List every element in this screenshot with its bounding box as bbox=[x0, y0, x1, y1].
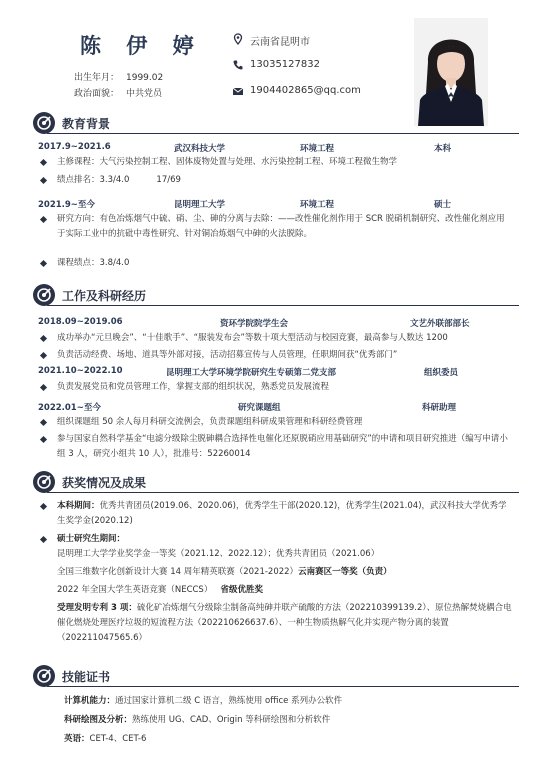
awards-undergrad-text: 优秀共青团员(2019.06、2020.06)，优秀学生干部(2020.12)，优秀学生(2021.04)，武汉科技大学优秀学生奖学金(2020.12) bbox=[57, 501, 507, 526]
work-period: 2018.09~2019.06 bbox=[38, 317, 123, 327]
skill-line-drawing: 科研绘图及分析：熟练使用 UG、CAD、Origin 等科研绘图和分析软件 bbox=[64, 715, 331, 725]
work-period: 2021.10~2022.10 bbox=[38, 366, 123, 376]
section-target-icon bbox=[33, 112, 55, 134]
awards-grad-label: 硕士研究生期间： bbox=[57, 534, 126, 544]
bullet-diamond bbox=[40, 384, 47, 391]
edu-major: 环境工程 bbox=[300, 200, 335, 210]
email-text: 1904402865@qq.com bbox=[250, 85, 361, 96]
bullet-diamond bbox=[40, 335, 47, 342]
section-rule bbox=[47, 492, 519, 493]
section-education-header bbox=[33, 112, 519, 134]
edu-period: 2021.9~至今 bbox=[38, 200, 95, 210]
skill-line-english: 英语：CET-4、CET-6 bbox=[64, 734, 147, 744]
candidate-name: 陈 伊 婷 bbox=[80, 34, 203, 58]
work-org: 昆明理工大学环境学院研究生专硕第二党支部 bbox=[166, 368, 337, 378]
bullet-diamond bbox=[40, 177, 47, 184]
section-target-icon bbox=[33, 471, 55, 493]
awards-undergrad-label: 本科期间： bbox=[57, 501, 100, 511]
politics-value: 中共党员 bbox=[126, 89, 163, 99]
work-org: 研究课题组 bbox=[238, 403, 281, 413]
awards-undergrad bbox=[41, 499, 511, 529]
edu-period: 2017.9~2021.6 bbox=[38, 142, 111, 152]
list-item: 成功举办“元旦晚会”、“十佳歌手”、“服装发布会”等数十项大型活动与校园竞赛，最高参与人数达 1200 bbox=[41, 331, 511, 346]
section-title: 技能证书 bbox=[62, 670, 111, 684]
location-text: 云南省昆明市 bbox=[250, 37, 310, 48]
section-target-icon bbox=[33, 284, 55, 306]
bullet-diamond bbox=[40, 436, 47, 443]
list-item: 主修课程：大气污染控制工程、固体废物处置与处理、水污染控制工程、环境工程微生物学 bbox=[41, 155, 511, 170]
profile-photo-illustration bbox=[414, 18, 488, 126]
bullet-diamond bbox=[40, 352, 47, 359]
work-role: 科研助理 bbox=[422, 403, 457, 413]
section-title: 工作及科研经历 bbox=[62, 289, 147, 303]
mail-icon bbox=[232, 85, 244, 97]
phone-icon bbox=[232, 59, 244, 71]
list-item: 研究方向：有色冶炼烟气中硫、硝、尘、砷的分离与去除：——改性催化剂作用于 SCR 脱硝机制研究、改性催化剂应用于实际工业中的抗砒中毒性研究、针对铜冶炼烟气中砷的火法脱除。 bbox=[41, 212, 511, 242]
list-item: 负责活动经费、场地、道具等外部对接，活动招募宣传与人员管理，任职期间获“优秀部门” bbox=[41, 348, 511, 363]
bullet-diamond bbox=[40, 536, 47, 543]
bullet-diamond bbox=[40, 260, 47, 267]
work-org: 资环学院院学生会 bbox=[220, 319, 289, 329]
section-awards-header bbox=[33, 471, 519, 493]
bullet-diamond bbox=[40, 503, 47, 510]
phone-text: 13035127832 bbox=[250, 59, 320, 70]
section-target-icon bbox=[33, 665, 55, 687]
politics-label: 政治面貌： bbox=[74, 89, 120, 99]
section-title: 获奖情况及成果 bbox=[62, 476, 147, 490]
awards-grad bbox=[41, 532, 511, 547]
awards-grad-line-2: 全国三维数字化创新设计大赛 14 周年精英联赛（2021-2022）云南赛区一等奖（负责） bbox=[57, 567, 392, 577]
location-pin-icon bbox=[232, 33, 244, 45]
section-work-header bbox=[33, 284, 519, 306]
list-item: 组织课题组 50 余人每月科研交流例会，负责课题组科研成果管理和科研经费管理 bbox=[41, 415, 511, 430]
skill-line-computer: 计算机能力：通过国家计算机二级 C 语言，熟练使用 office 系列办公软件 bbox=[64, 696, 343, 706]
edu-school: 昆明理工大学 bbox=[174, 200, 226, 210]
birth-value: 1999.02 bbox=[126, 73, 164, 83]
birth-label: 出生年月： bbox=[74, 73, 120, 83]
politics-info bbox=[74, 86, 162, 99]
section-rule bbox=[47, 686, 519, 687]
work-role: 文艺外联部部长 bbox=[410, 319, 470, 329]
work-role: 组织委员 bbox=[424, 368, 459, 378]
list-item: 负责发展党员和党员管理工作，掌握支部的组织状况，熟悉党员发展流程 bbox=[41, 380, 511, 395]
list-item: 课程绩点：3.8/4.0 bbox=[41, 256, 511, 271]
work-period: 2022.01~至今 bbox=[38, 403, 101, 413]
awards-patents: 受理发明专利 3 项：硫化矿冶炼烟气分级除尘制备高纯砷并联产硫酸的方法（202210399139.2）、原位热解焚烧耦合电催化燃烧处理医疗垃圾的短流程方法（202210626637.6）、一种生物质热解气化并实现产物分离的装置（202211047565.6） bbox=[57, 603, 512, 643]
edu-degree: 本科 bbox=[434, 144, 452, 154]
list-item: 参与国家自然科学基金“电滤分级除尘脱砷耦合选择性电催化还原脱硝应用基础研究”的申请和项目研究推进（编写申请小组 3 人，研究小组共 10 人），批准号：52260014 bbox=[41, 432, 511, 462]
section-rule bbox=[47, 305, 519, 306]
bullet-diamond bbox=[40, 419, 47, 426]
list-item: 绩点排名：3.3/4.0 17/69 bbox=[41, 173, 511, 188]
section-skills-header bbox=[33, 665, 519, 687]
bullet-diamond bbox=[40, 159, 47, 166]
profile-photo bbox=[414, 18, 488, 126]
edu-school: 武汉科技大学 bbox=[174, 144, 226, 154]
section-title: 教育背景 bbox=[62, 117, 111, 131]
bullet-diamond bbox=[40, 216, 47, 223]
awards-grad-line-1: 昆明理工大学学业奖学金一等奖（2021.12、2022.12）；优秀共青团员（2021.06） bbox=[57, 549, 380, 559]
edu-major: 环境工程 bbox=[300, 144, 335, 154]
awards-grad-line-3: 2022 年全国大学生英语竞赛（NECCS） 省级优胜奖 bbox=[57, 585, 263, 595]
edu-degree: 硕士 bbox=[434, 200, 452, 210]
birth-info bbox=[74, 70, 163, 83]
section-rule bbox=[47, 133, 519, 134]
